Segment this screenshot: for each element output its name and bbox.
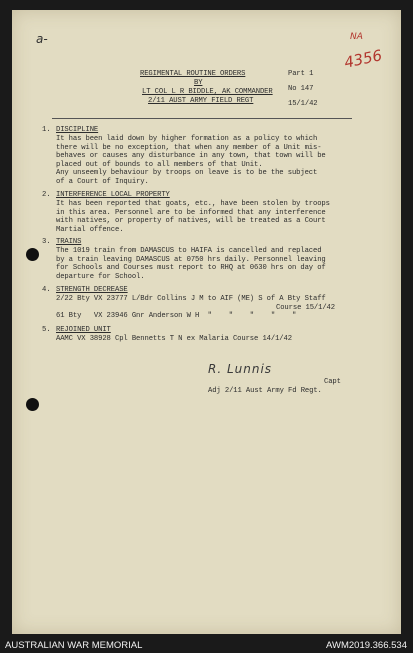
- section-2-line: with natives, or property of natives, will be treated as a Court: [56, 217, 326, 226]
- section-3-line: by a train leaving DAMASCUS at 0750 hrs daily. Personnel leaving: [56, 255, 326, 264]
- section-5-number: 5.: [42, 326, 51, 334]
- section-4-line: 61 Bty VX 23946 Gnr Anderson W H " " " " ": [56, 312, 297, 321]
- order-title-by: BY: [194, 79, 203, 87]
- signature-scribble: R. Lunnis: [208, 362, 273, 376]
- section-3-line: The 1019 train from DAMASCUS to HAIFA is cancelled and replaced: [56, 247, 322, 255]
- section-4-number: 4.: [42, 286, 51, 294]
- archive-footer: [0, 638, 413, 653]
- section-3-heading: TRAINS: [56, 238, 82, 246]
- section-1-heading: DISCIPLINE: [56, 126, 99, 134]
- section-3-line: for Schools and Courses must report to RHQ at 0630 hrs on day of: [56, 264, 326, 273]
- section-1-line: of a Court of Inquiry.: [56, 178, 149, 186]
- section-3-line: departure for School.: [56, 272, 145, 281]
- punch-hole-lower: [26, 398, 39, 411]
- handwritten-ref-number: 4356: [342, 46, 384, 72]
- section-1-line: Any unseemly behaviour by troops on leave is to be the subject: [56, 169, 318, 178]
- header-divider: [52, 118, 352, 119]
- section-4-line: 2/22 Bty VX 23777 L/Bdr Collins J M to AIF (ME) S of A Bty Staff: [56, 295, 326, 303]
- section-4-course: Course 15/1/42: [276, 303, 335, 312]
- section-1-number: 1.: [42, 126, 51, 134]
- order-commander: LT COL L R BIDDLE, AK COMMANDER: [142, 88, 273, 96]
- handwritten-mark: a-: [36, 32, 48, 46]
- punch-hole-upper: [26, 248, 39, 261]
- section-5-line: AAMC VX 38928 Cpl Bennetts T N ex Malaria Course 14/1/42: [56, 335, 292, 343]
- section-3-number: 3.: [42, 238, 51, 246]
- section-2-line: Martial offence.: [56, 225, 124, 234]
- section-1-line: It has been laid down by higher formation as a policy to which: [56, 135, 318, 143]
- part-number: Part 1: [288, 70, 314, 78]
- order-date: 15/1/42: [288, 100, 318, 108]
- section-5-heading: REJOINED UNIT: [56, 326, 111, 334]
- section-4-heading: STRENGTH DECREASE: [56, 286, 128, 294]
- document-page: [12, 10, 401, 634]
- order-unit: 2/11 AUST ARMY FIELD REGT: [148, 97, 254, 105]
- signature-rank: Capt: [324, 378, 341, 386]
- section-2-line: It has been reported that goats, etc., have been stolen by troops: [56, 200, 330, 208]
- section-2-heading: INTERFERENCE LOCAL PROPERTY: [56, 191, 170, 199]
- section-2-line: in this area. Personnel are to be informed that any interference: [56, 208, 326, 217]
- section-2-number: 2.: [42, 191, 51, 199]
- order-number: No 147: [288, 85, 314, 93]
- section-1-line: behaves or causes any disturbance in any town, that town will be: [56, 152, 326, 161]
- order-title: REGIMENTAL ROUTINE ORDERS: [140, 70, 246, 78]
- footer-reference: AWM2019.366.534: [326, 640, 407, 651]
- signature-appointment: Adj 2/11 Aust Army Fd Regt.: [208, 387, 322, 395]
- handwritten-initials: NA: [350, 32, 363, 42]
- section-1-line: placed out of bounds to all members of that Unit.: [56, 160, 263, 169]
- section-1-line: there will be no exception, that when any member of a Unit mis-: [56, 143, 322, 152]
- footer-institution: AUSTRALIAN WAR MEMORIAL: [5, 640, 143, 651]
